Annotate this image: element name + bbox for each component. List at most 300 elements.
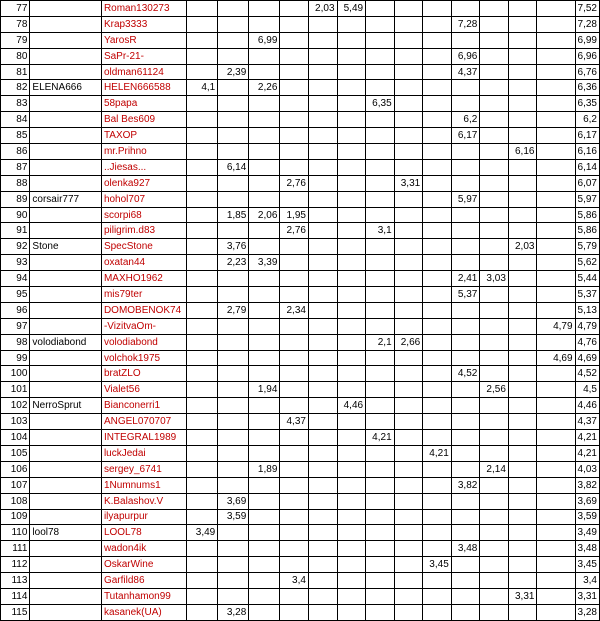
score-cell [187,175,218,191]
score-cell [508,604,537,620]
score-cell [423,128,452,144]
score-cell [249,509,280,525]
score-cell [218,350,249,366]
team-cell [30,509,102,525]
score-cell [218,398,249,414]
score-cell [508,318,537,334]
score-cell [280,398,309,414]
score-cell [218,96,249,112]
score-cell [451,96,480,112]
team-cell: lool78 [30,525,102,541]
score-cell [423,239,452,255]
table-row [1,271,600,287]
score-cell [423,255,452,271]
score-cell: 3,1 [366,223,395,239]
score-cell [337,239,366,255]
player-name-cell: SpecStone [101,239,186,255]
score-cell [423,588,452,604]
score-cell [187,366,218,382]
score-cell [508,334,537,350]
score-cell [249,604,280,620]
table-row [1,334,600,350]
total-cell: 3,49 [575,525,599,541]
score-cell [280,493,309,509]
score-cell [280,334,309,350]
rank-cell: 89 [1,191,30,207]
score-cell [218,191,249,207]
score-cell [280,604,309,620]
score-cell [480,159,509,175]
score-cell [249,573,280,589]
score-cell [394,271,423,287]
total-cell: 5,44 [575,271,599,287]
player-name-cell: LOOL78 [101,525,186,541]
score-cell [537,64,575,80]
score-cell [394,80,423,96]
score-cell [249,128,280,144]
rank-cell: 110 [1,525,30,541]
team-cell [30,271,102,287]
player-name-cell: oldman61124 [101,64,186,80]
score-cell [394,509,423,525]
score-cell [394,557,423,573]
score-cell [308,509,337,525]
rank-cell: 115 [1,604,30,620]
score-cell [508,128,537,144]
score-cell [249,96,280,112]
score-cell [280,350,309,366]
rank-cell: 97 [1,318,30,334]
score-cell [308,255,337,271]
score-cell [394,398,423,414]
score-cell [187,493,218,509]
score-cell [280,382,309,398]
team-cell [30,477,102,493]
table-row [1,302,600,318]
score-cell [451,144,480,160]
score-cell [249,366,280,382]
score-cell [280,318,309,334]
score-cell [537,144,575,160]
score-cell [218,287,249,303]
rank-cell: 105 [1,445,30,461]
rank-cell: 91 [1,223,30,239]
table-row [1,350,600,366]
score-cell [366,414,395,430]
score-cell [508,191,537,207]
score-cell [394,207,423,223]
team-cell [30,287,102,303]
score-cell: 5,97 [451,191,480,207]
score-cell [337,128,366,144]
score-cell [366,255,395,271]
score-cell [366,80,395,96]
score-cell [537,207,575,223]
score-cell: 5,37 [451,287,480,303]
score-cell [508,32,537,48]
score-cell: 3,4 [280,573,309,589]
total-cell: 3,59 [575,509,599,525]
score-cell [366,366,395,382]
score-cell [423,573,452,589]
score-cell [451,382,480,398]
score-cell [537,445,575,461]
score-cell [423,414,452,430]
team-cell [30,159,102,175]
score-cell [249,191,280,207]
score-cell [423,461,452,477]
score-cell [366,175,395,191]
score-cell [218,414,249,430]
score-cell [508,525,537,541]
score-cell: 4,52 [451,366,480,382]
score-cell [366,493,395,509]
score-cell [394,255,423,271]
score-cell [394,318,423,334]
table-row [1,112,600,128]
player-name-cell: hohol707 [101,191,186,207]
score-cell [249,430,280,446]
score-cell [537,255,575,271]
rank-cell: 96 [1,302,30,318]
score-cell [187,159,218,175]
score-cell [537,302,575,318]
score-cell [187,318,218,334]
score-cell [451,350,480,366]
score-cell [249,175,280,191]
score-cell [366,541,395,557]
score-cell [218,541,249,557]
table-row [1,382,600,398]
rank-cell: 78 [1,16,30,32]
table-row [1,80,600,96]
team-cell: corsair777 [30,191,102,207]
score-cell [187,32,218,48]
score-cell [508,493,537,509]
score-cell [394,159,423,175]
score-cell [187,16,218,32]
score-cell: 2,03 [308,1,337,17]
score-cell [249,541,280,557]
score-cell [423,477,452,493]
score-cell: 2,26 [249,80,280,96]
team-cell: volodiabond [30,334,102,350]
player-name-cell: Roman130273 [101,1,186,17]
score-cell [366,144,395,160]
score-cell: 6,99 [249,32,280,48]
score-cell [508,223,537,239]
score-cell [480,573,509,589]
score-cell [366,64,395,80]
score-cell [423,430,452,446]
score-cell [423,493,452,509]
score-cell [218,1,249,17]
score-cell [218,175,249,191]
score-cell [337,477,366,493]
score-cell [366,159,395,175]
total-cell: 5,37 [575,287,599,303]
score-cell [308,128,337,144]
score-cell [480,477,509,493]
score-cell [187,255,218,271]
score-cell [249,16,280,32]
score-cell [366,573,395,589]
total-cell: 6,96 [575,48,599,64]
rank-cell: 114 [1,588,30,604]
score-cell [366,398,395,414]
score-cell [480,334,509,350]
score-cell [337,112,366,128]
score-cell [337,80,366,96]
score-cell: 4,46 [337,398,366,414]
score-cell [249,302,280,318]
score-cell [480,16,509,32]
total-cell: 5,86 [575,223,599,239]
table-row [1,48,600,64]
score-cell [423,350,452,366]
rank-cell: 107 [1,477,30,493]
score-cell [308,144,337,160]
score-cell [423,16,452,32]
score-cell [423,334,452,350]
score-cell [537,175,575,191]
score-cell [218,525,249,541]
score-cell [308,398,337,414]
player-name-cell: SaPr-21- [101,48,186,64]
table-row [1,557,600,573]
rank-cell: 109 [1,509,30,525]
score-cell [480,112,509,128]
score-cell [480,509,509,525]
rank-cell: 100 [1,366,30,382]
team-cell [30,493,102,509]
score-cell [280,541,309,557]
team-cell [30,461,102,477]
score-cell: 3,49 [187,525,218,541]
score-cell [423,287,452,303]
total-cell: 4,76 [575,334,599,350]
score-cell [394,461,423,477]
score-cell [480,445,509,461]
total-cell: 4,03 [575,461,599,477]
score-cell [423,271,452,287]
score-cell [508,271,537,287]
team-cell [30,318,102,334]
player-name-cell: Krap3333 [101,16,186,32]
score-cell [337,175,366,191]
score-cell: 3,59 [218,509,249,525]
rank-cell: 85 [1,128,30,144]
score-cell [451,588,480,604]
score-cell [480,541,509,557]
score-cell [537,588,575,604]
rank-cell: 83 [1,96,30,112]
score-cell [187,398,218,414]
score-cell [366,287,395,303]
rank-cell: 82 [1,80,30,96]
score-cell [249,239,280,255]
score-cell: 6,14 [218,159,249,175]
player-name-cell: K.Balashov.V [101,493,186,509]
score-cell [480,128,509,144]
score-cell [537,477,575,493]
score-cell [308,271,337,287]
score-cell [280,32,309,48]
score-cell [218,588,249,604]
team-cell [30,557,102,573]
rank-cell: 106 [1,461,30,477]
table-row [1,16,600,32]
total-cell: 3,45 [575,557,599,573]
score-cell [394,525,423,541]
score-cell [423,223,452,239]
rank-cell: 112 [1,557,30,573]
score-cell: 3,76 [218,239,249,255]
score-cell [218,223,249,239]
ranking-table-body [1,1,600,621]
score-cell [394,414,423,430]
score-cell [337,604,366,620]
score-cell [537,430,575,446]
score-cell [480,80,509,96]
score-cell [394,350,423,366]
score-cell [480,191,509,207]
score-cell [480,64,509,80]
score-cell [308,32,337,48]
score-cell: 1,94 [249,382,280,398]
score-cell [480,588,509,604]
score-cell [394,541,423,557]
score-cell [394,128,423,144]
score-cell [249,159,280,175]
score-cell [187,588,218,604]
score-cell [249,414,280,430]
player-name-cell: TAXOP [101,128,186,144]
score-cell [187,509,218,525]
score-cell [508,64,537,80]
score-cell [366,350,395,366]
score-cell [249,557,280,573]
score-cell [423,64,452,80]
team-cell [30,541,102,557]
score-cell: 1,95 [280,207,309,223]
score-cell [280,366,309,382]
score-cell [337,525,366,541]
score-cell [451,445,480,461]
score-cell [480,414,509,430]
table-row [1,366,600,382]
score-cell [249,477,280,493]
table-row [1,1,600,17]
score-cell [480,302,509,318]
score-cell [423,96,452,112]
rank-cell: 90 [1,207,30,223]
player-name-cell: Tutanhamon99 [101,588,186,604]
score-cell [337,32,366,48]
score-cell: 2,41 [451,271,480,287]
score-cell [280,430,309,446]
score-cell [308,350,337,366]
score-cell [218,271,249,287]
total-cell: 6,16 [575,144,599,160]
score-cell: 3,39 [249,255,280,271]
score-cell [280,271,309,287]
rank-cell: 103 [1,414,30,430]
score-cell: 4,21 [366,430,395,446]
score-cell [394,239,423,255]
rank-cell: 84 [1,112,30,128]
score-cell [187,430,218,446]
score-cell [337,573,366,589]
table-row [1,525,600,541]
score-cell [394,477,423,493]
score-cell [280,144,309,160]
score-cell [508,430,537,446]
player-name-cell: DOMOBENOK74 [101,302,186,318]
score-cell [537,382,575,398]
team-cell: Stone [30,239,102,255]
player-name-cell: ..Jiesas... [101,159,186,175]
player-name-cell: Vialet56 [101,382,186,398]
rank-cell: 111 [1,541,30,557]
score-cell [280,80,309,96]
score-cell: 3,28 [218,604,249,620]
score-cell [480,144,509,160]
score-cell [218,573,249,589]
score-cell [508,80,537,96]
score-cell: 3,48 [451,541,480,557]
score-cell [337,48,366,64]
team-cell [30,144,102,160]
score-cell [366,191,395,207]
score-cell [366,525,395,541]
team-cell [30,223,102,239]
score-cell [508,175,537,191]
score-cell [508,461,537,477]
score-cell [394,287,423,303]
score-cell: 6,2 [451,112,480,128]
score-cell [249,287,280,303]
table-row [1,32,600,48]
score-cell [187,477,218,493]
score-cell: 2,39 [218,64,249,80]
score-cell: 6,96 [451,48,480,64]
score-cell [537,398,575,414]
team-cell [30,604,102,620]
rank-cell: 94 [1,271,30,287]
score-cell [508,112,537,128]
player-name-cell: volchok1975 [101,350,186,366]
score-cell [337,509,366,525]
score-cell: 3,03 [480,271,509,287]
score-cell [187,604,218,620]
player-name-cell: OskarWine [101,557,186,573]
table-row [1,144,600,160]
score-cell [508,1,537,17]
total-cell: 6,07 [575,175,599,191]
score-cell [280,287,309,303]
score-cell [218,334,249,350]
score-cell [508,207,537,223]
score-cell [308,223,337,239]
score-cell [451,80,480,96]
score-cell [308,445,337,461]
score-cell: 1,89 [249,461,280,477]
score-cell [537,191,575,207]
rank-cell: 95 [1,287,30,303]
score-cell [508,287,537,303]
score-cell [280,191,309,207]
